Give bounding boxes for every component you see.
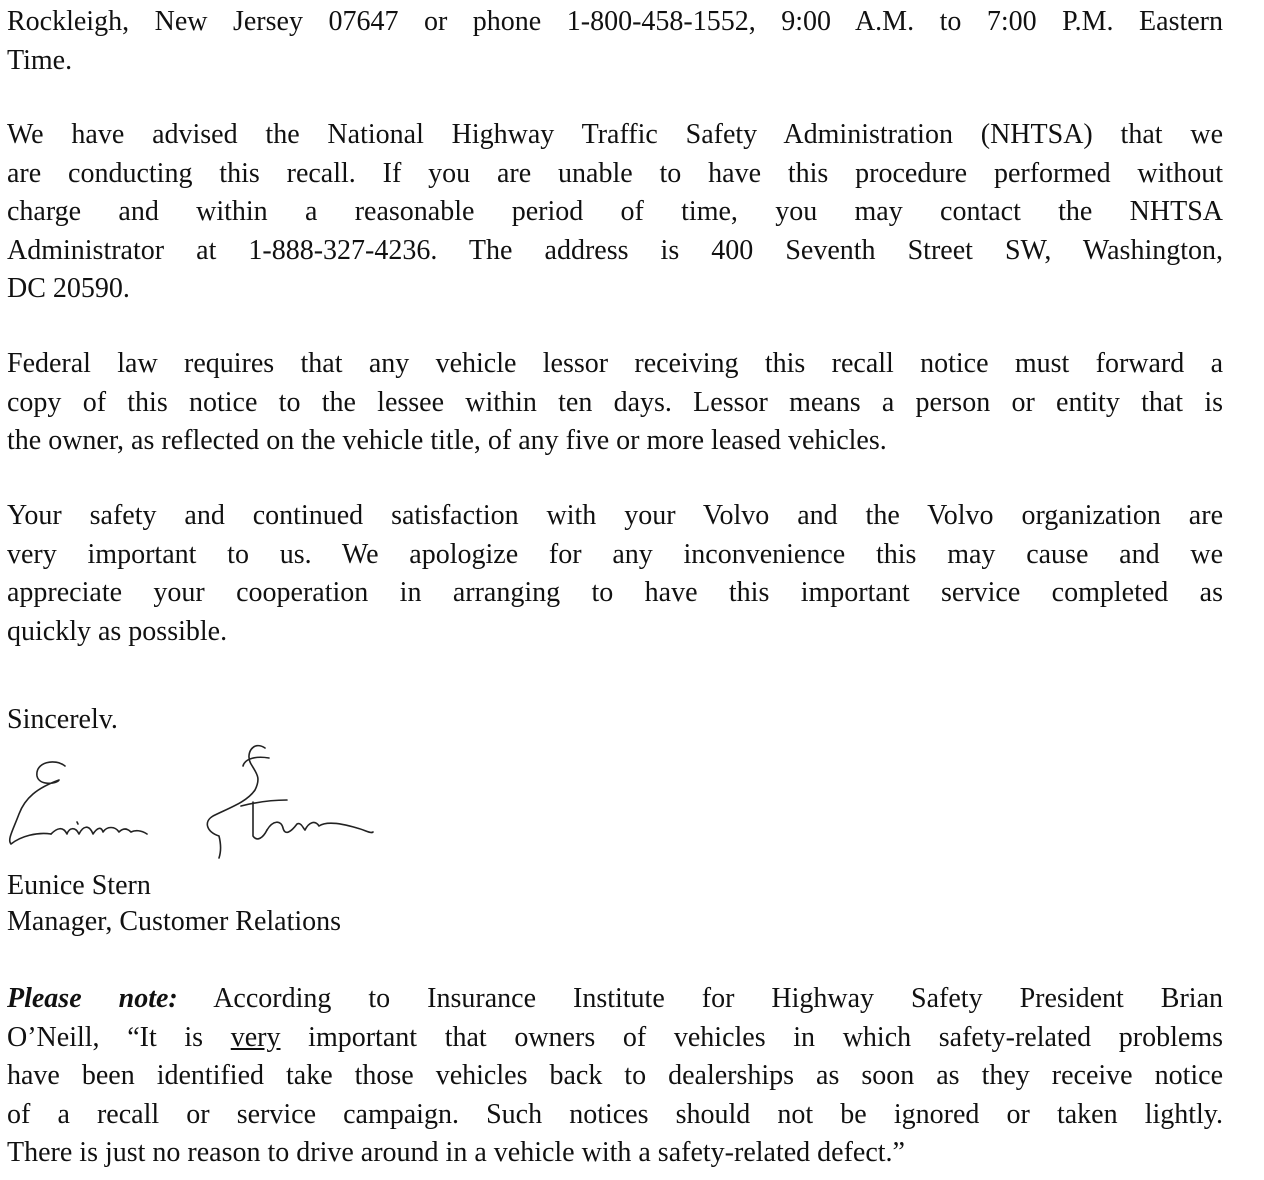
paragraph-line: are conducting this recall. If you are unable to have this procedure performed without xyxy=(7,157,1223,189)
paragraph-line: of a recall or service campaign. Such notices should not be ignored or taken lightly. xyxy=(7,1098,1223,1130)
paragraph-line: copy of this notice to the lessee within ten days. Lessor means a person or entity that is xyxy=(7,386,1223,418)
note-label: Please note: xyxy=(7,983,178,1014)
paragraph-safety xyxy=(7,497,1223,651)
note-text: important that owners of vehicles in which safety-related problems xyxy=(280,1021,1223,1053)
paragraph-line: charge and within a reasonable period of time, you may contact the NHTSA xyxy=(7,196,1223,227)
handwritten-signature xyxy=(7,736,387,866)
paragraph-line: quickly as possible. xyxy=(7,615,228,647)
paragraph-line: There is just no reason to drive around in a vehicle with a safety-related defect.” xyxy=(7,1137,905,1168)
note-text: O’Neill, “It is xyxy=(7,1021,231,1053)
paragraph-line: the owner, as reflected on the vehicle title, of any five or more leased vehicles. xyxy=(7,425,887,456)
paragraph-line: have been identified take those vehicles back to dealerships as soon as they receive notice xyxy=(7,1060,1223,1091)
emphasis-underline: very xyxy=(230,1021,281,1053)
closing-salutation: Sincerelv. xyxy=(7,704,118,735)
paragraph-line: appreciate your cooperation in arranging to have this important service completed as xyxy=(7,577,1223,608)
signer-title: Manager, Customer Relations xyxy=(7,906,342,937)
paragraph-line xyxy=(7,1019,1223,1058)
paragraph-line: DC 20590. xyxy=(7,273,130,304)
paragraph-nhtsa xyxy=(7,116,1223,309)
paragraph-note xyxy=(7,980,1223,1173)
paragraph-contact xyxy=(7,3,1223,80)
paragraph-line: Rockleigh, New Jersey 07647 or phone 1-800-458-1552, 9:00 A.M. to 7:00 P.M. Eastern xyxy=(7,6,1223,37)
paragraph-line: Administrator at 1-888-327-4236. The address is 400 Seventh Street SW, Washington, xyxy=(7,234,1223,266)
note-text: According to Insurance Institute for Highway Safety President Brian xyxy=(177,983,1223,1014)
paragraph-line: Your safety and continued satisfaction with your Volvo and the Volvo organization are xyxy=(7,500,1223,531)
signer-block xyxy=(7,868,341,940)
signer-name: Eunice Stern xyxy=(7,870,151,901)
paragraph-line: We have advised the National Highway Traffic Safety Administration (NHTSA) that we xyxy=(7,119,1223,150)
paragraph-federal-law xyxy=(7,345,1223,461)
paragraph-line xyxy=(7,980,1223,1019)
paragraph-line: Federal law requires that any vehicle lessor receiving this recall notice must forward a xyxy=(7,348,1223,379)
paragraph-line: Time. xyxy=(7,44,73,76)
paragraph-line: very important to us. We apologize for any inconvenience this may cause and we xyxy=(7,538,1223,570)
